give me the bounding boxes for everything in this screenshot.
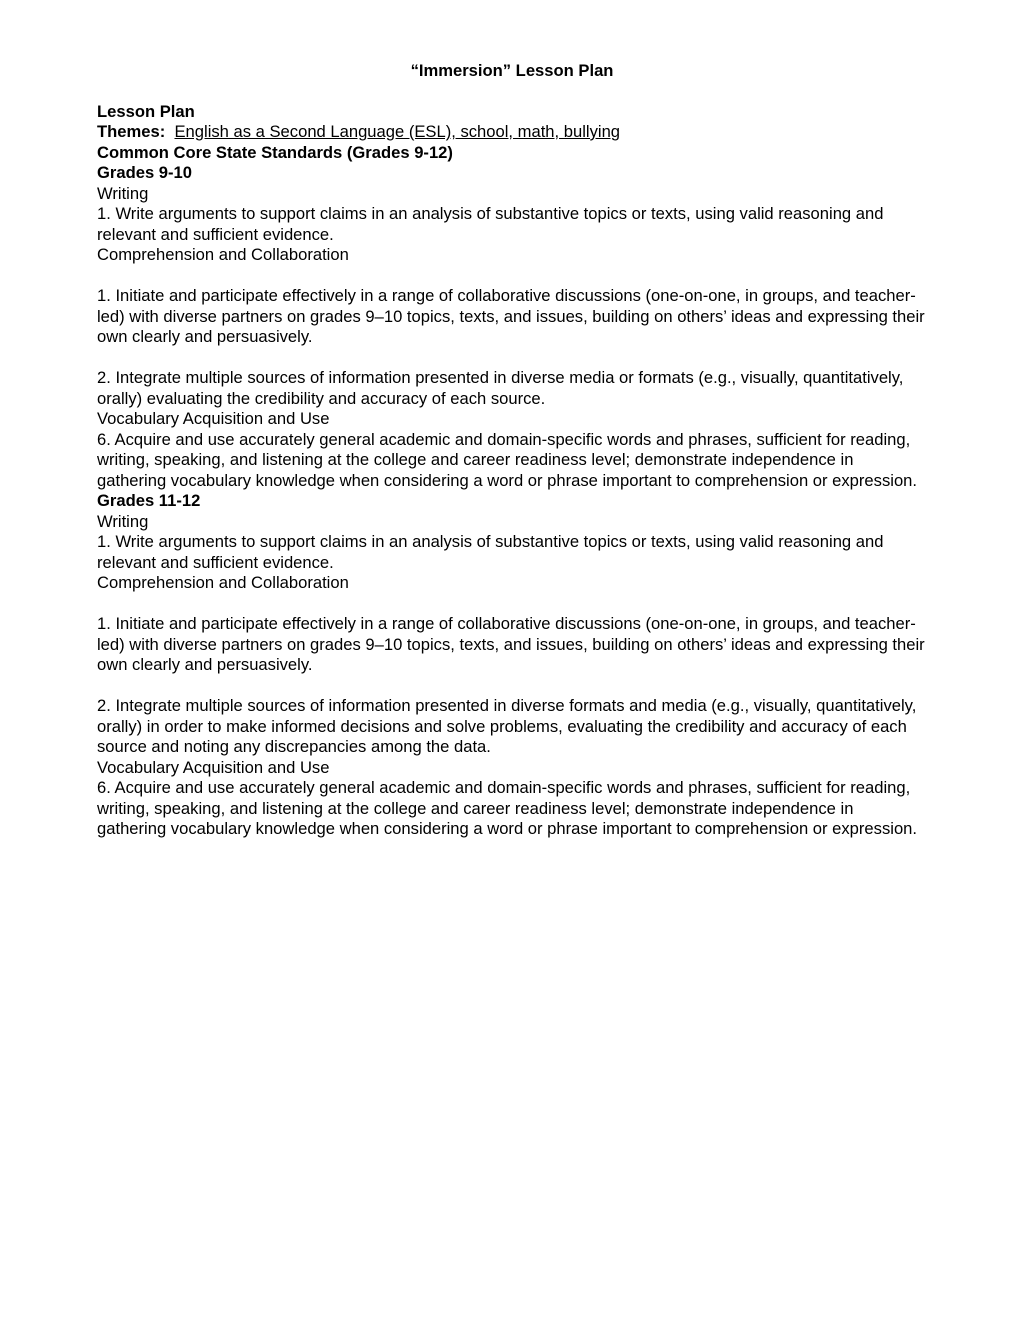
vocab-standard-6: 6. Acquire and use accurately general academic and domain-specific words and phrases, sufficient for reading, writing, speaking, and listening at the college and career readiness level; demonstrate independence in gathering vocabulary knowledge when considering a word or phrase important to comprehension or expression. — [97, 778, 918, 838]
comprehension-standard-1: 1. Initiate and participate effectively in a range of collaborative discussions (one-on-one, in groups, and teacher-led) with diverse partners on grades 9–10 topics, texts, and issues, building on others’ ideas and expressing their own clearly and persuasively. — [97, 614, 925, 674]
writing-heading: Writing — [97, 183, 149, 203]
vocab-heading: Vocabulary Acquisition and Use — [97, 409, 330, 428]
document-page — [97, 61, 927, 840]
comprehension-standard-2: 2. Integrate multiple sources of information presented in diverse formats and media (e.g., visually, quantitatively, orally) in order to make informed decisions and solve problems, evaluating the credibility and accuracy of each source and noting any discrepancies among the data. — [97, 696, 917, 756]
writing-heading: Writing — [97, 511, 149, 531]
page-title: “Immersion” Lesson Plan — [410, 61, 614, 80]
comprehension-standard-2: 2. Integrate multiple sources of information presented in diverse media or formats (e.g., visually, quantitatively, orally) evaluating the credibility and accuracy of each source. — [97, 368, 904, 408]
standards-heading: Common Core State Standards (Grades 9-12) — [97, 142, 453, 162]
vocab-standard-6: 6. Acquire and use accurately general academic and domain-specific words and phrases, sufficient for reading, writing, speaking, and listening at the college and career readiness level; demonstrate independence in gathering vocabulary knowledge when considering a word or phrase important to comprehension or expression. — [97, 429, 918, 490]
writing-standard-1: 1. Write arguments to support claims in an analysis of substantive topics or texts, using valid reasoning and relevant and sufficient evidence. — [97, 204, 884, 244]
themes-value: English as a Second Language (ESL), school, math, bullying — [174, 122, 621, 141]
grade-heading: Grades 11-12 — [97, 491, 201, 510]
themes-line — [97, 122, 927, 143]
lesson-plan-label: Lesson Plan — [97, 101, 195, 121]
comprehension-heading: Comprehension and Collaboration — [97, 245, 349, 264]
comprehension-standard-1: 1. Initiate and participate effectively in a range of collaborative discussions (one-on-one, in groups, and teacher-led) with diverse partners on grades 9–10 topics, texts, and issues, building on others’ ideas and expressing their own clearly and persuasively. — [97, 286, 925, 346]
writing-standard-1: 1. Write arguments to support claims in an analysis of substantive topics or texts, using valid reasoning and relevant and sufficient evidence. — [97, 532, 884, 572]
vocab-heading: Vocabulary Acquisition and Use — [97, 757, 330, 777]
themes-label: Themes: — [97, 122, 166, 141]
grade-heading: Grades 9-10 — [97, 163, 193, 182]
comprehension-heading: Comprehension and Collaboration — [97, 573, 349, 592]
